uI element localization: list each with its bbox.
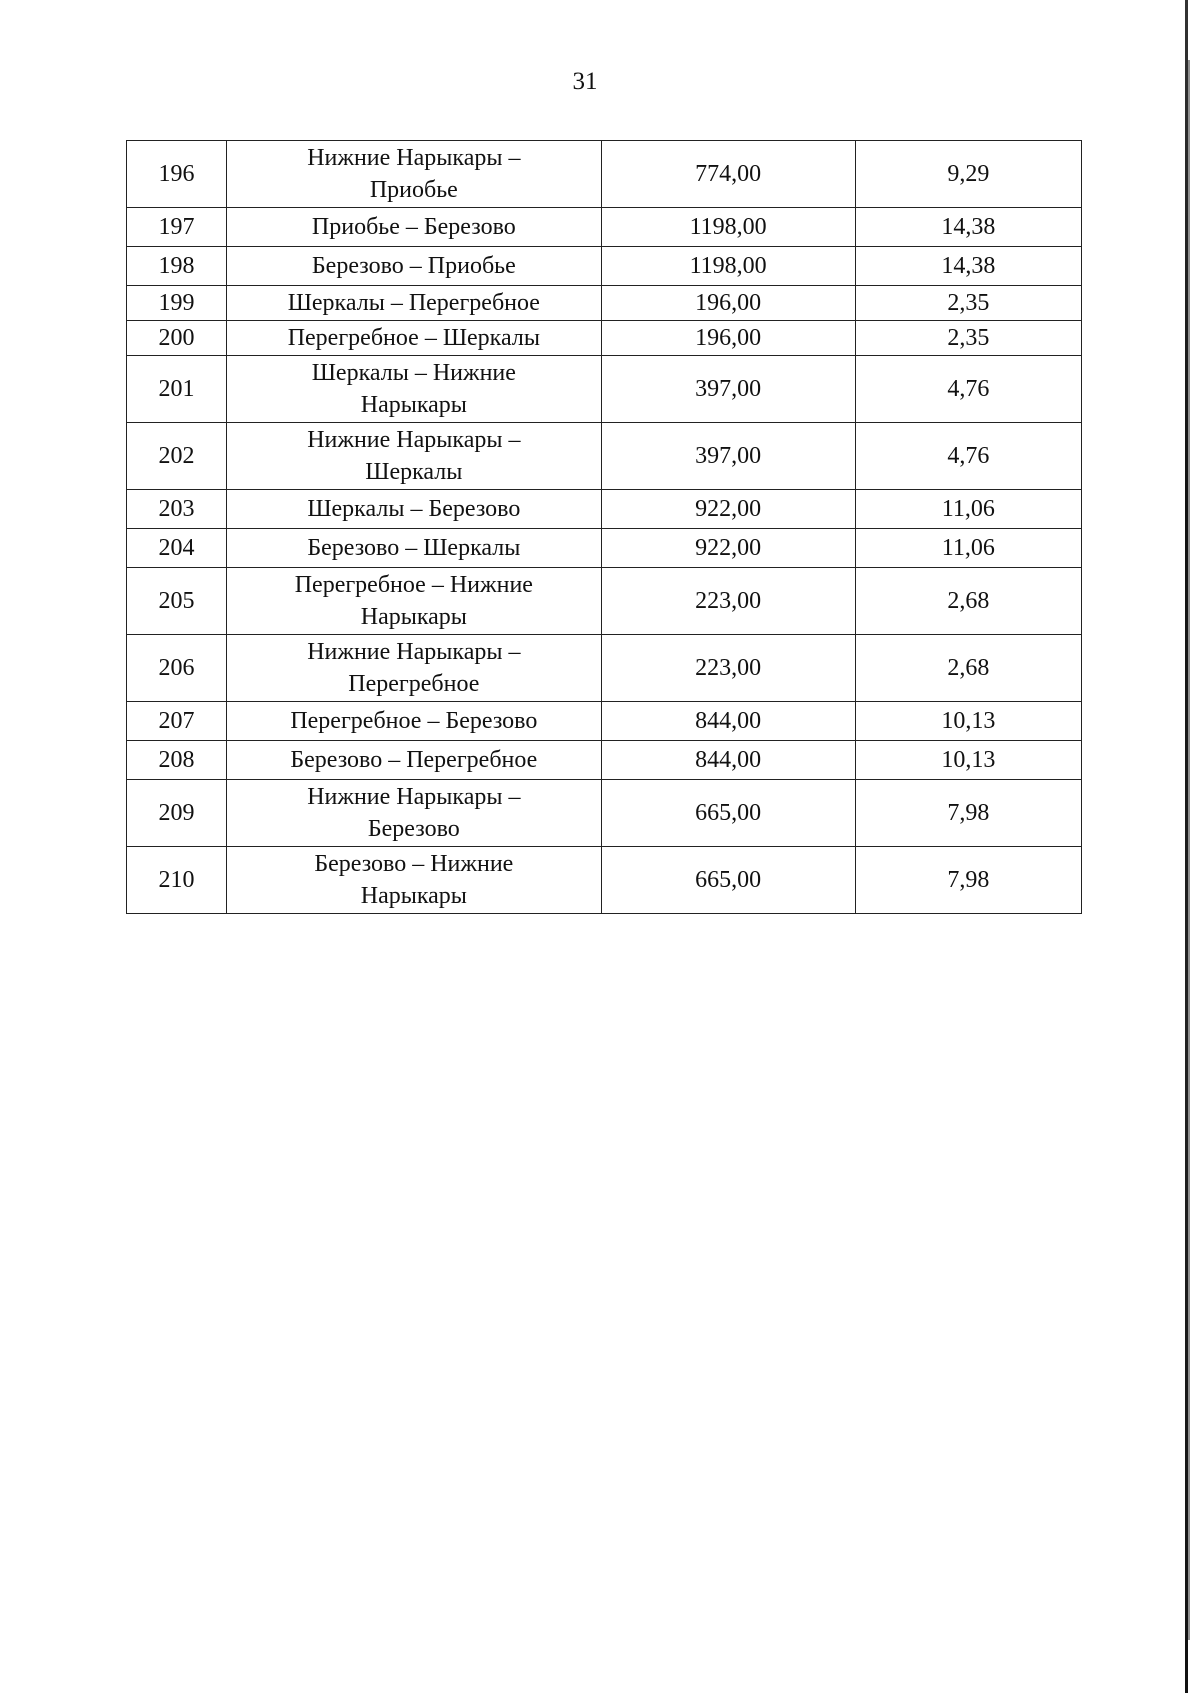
price-cell: 2,68 bbox=[855, 635, 1081, 702]
table-row bbox=[127, 529, 1082, 568]
route-cell bbox=[227, 247, 602, 286]
table-row bbox=[127, 702, 1082, 741]
distance-cell: 223,00 bbox=[601, 568, 855, 635]
table-row bbox=[127, 321, 1082, 356]
table-row bbox=[127, 423, 1082, 490]
route-line-1: Перегребное – Березово bbox=[290, 708, 538, 734]
route-line-2: Приобье bbox=[369, 177, 458, 203]
table-row bbox=[127, 356, 1082, 423]
row-number-cell: 200 bbox=[127, 321, 227, 356]
table-row bbox=[127, 847, 1082, 914]
route-line-2: Нарыкары bbox=[360, 883, 467, 909]
price-cell: 7,98 bbox=[855, 847, 1081, 914]
fare-table bbox=[126, 140, 1082, 914]
row-number-cell: 209 bbox=[127, 780, 227, 847]
route-line-2: Березово bbox=[367, 816, 460, 842]
route-line-1: Березово – Перегребное bbox=[290, 747, 538, 773]
table-row bbox=[127, 490, 1082, 529]
distance-cell: 397,00 bbox=[601, 423, 855, 490]
route-line-1: Березово – Нижние bbox=[314, 851, 514, 877]
page-number: 31 bbox=[572, 68, 598, 95]
route-line-1: Березово – Приобье bbox=[311, 253, 516, 279]
row-number-cell: 196 bbox=[127, 141, 227, 208]
route-cell bbox=[227, 702, 602, 741]
price-cell: 7,98 bbox=[855, 780, 1081, 847]
route-line-1: Нижние Нарыкары – bbox=[307, 427, 521, 453]
route-cell bbox=[227, 356, 602, 423]
price-cell: 11,06 bbox=[855, 490, 1081, 529]
route-cell bbox=[227, 635, 602, 702]
route-line-2: Шеркалы bbox=[365, 459, 463, 485]
row-number-cell: 206 bbox=[127, 635, 227, 702]
row-number-cell: 204 bbox=[127, 529, 227, 568]
row-number-cell: 203 bbox=[127, 490, 227, 529]
row-number-cell: 197 bbox=[127, 208, 227, 247]
route-cell bbox=[227, 780, 602, 847]
route-cell bbox=[227, 741, 602, 780]
fare-table-body bbox=[127, 141, 1082, 914]
route-line-1: Перегребное – Шеркалы bbox=[287, 325, 540, 351]
price-cell: 4,76 bbox=[855, 356, 1081, 423]
distance-cell: 397,00 bbox=[601, 356, 855, 423]
price-cell: 2,35 bbox=[855, 321, 1081, 356]
table-row bbox=[127, 568, 1082, 635]
scan-edge-shadow-secondary bbox=[1188, 60, 1190, 1640]
route-line-1: Нижние Нарыкары – bbox=[307, 784, 521, 810]
table-row bbox=[127, 208, 1082, 247]
price-cell: 11,06 bbox=[855, 529, 1081, 568]
price-cell: 10,13 bbox=[855, 741, 1081, 780]
distance-cell: 196,00 bbox=[601, 286, 855, 321]
price-cell: 9,29 bbox=[855, 141, 1081, 208]
route-cell bbox=[227, 208, 602, 247]
row-number-cell: 199 bbox=[127, 286, 227, 321]
distance-cell: 223,00 bbox=[601, 635, 855, 702]
distance-cell: 844,00 bbox=[601, 741, 855, 780]
row-number-cell: 202 bbox=[127, 423, 227, 490]
row-number-cell: 210 bbox=[127, 847, 227, 914]
price-cell: 4,76 bbox=[855, 423, 1081, 490]
distance-cell: 1198,00 bbox=[601, 247, 855, 286]
route-line-1: Шеркалы – Нижние bbox=[311, 360, 516, 386]
table-row bbox=[127, 247, 1082, 286]
route-line-2: Нарыкары bbox=[360, 392, 467, 418]
price-cell: 2,68 bbox=[855, 568, 1081, 635]
distance-cell: 196,00 bbox=[601, 321, 855, 356]
route-line-1: Березово – Шеркалы bbox=[307, 535, 521, 561]
table-row bbox=[127, 741, 1082, 780]
route-line-1: Приобье – Березово bbox=[311, 214, 516, 240]
price-cell: 14,38 bbox=[855, 208, 1081, 247]
row-number-cell: 208 bbox=[127, 741, 227, 780]
table-row bbox=[127, 635, 1082, 702]
route-cell bbox=[227, 847, 602, 914]
table-row bbox=[127, 286, 1082, 321]
route-cell bbox=[227, 568, 602, 635]
route-cell bbox=[227, 423, 602, 490]
price-cell: 10,13 bbox=[855, 702, 1081, 741]
distance-cell: 665,00 bbox=[601, 847, 855, 914]
route-line-1: Нижние Нарыкары – bbox=[307, 145, 521, 171]
route-line-1: Нижние Нарыкары – bbox=[307, 639, 521, 665]
row-number-cell: 207 bbox=[127, 702, 227, 741]
row-number-cell: 201 bbox=[127, 356, 227, 423]
route-cell bbox=[227, 286, 602, 321]
route-cell bbox=[227, 490, 602, 529]
distance-cell: 844,00 bbox=[601, 702, 855, 741]
route-cell bbox=[227, 321, 602, 356]
distance-cell: 922,00 bbox=[601, 490, 855, 529]
table-row bbox=[127, 780, 1082, 847]
distance-cell: 922,00 bbox=[601, 529, 855, 568]
route-line-1: Перегребное – Нижние bbox=[294, 572, 533, 598]
distance-cell: 1198,00 bbox=[601, 208, 855, 247]
price-cell: 14,38 bbox=[855, 247, 1081, 286]
route-cell bbox=[227, 141, 602, 208]
distance-cell: 774,00 bbox=[601, 141, 855, 208]
route-cell bbox=[227, 529, 602, 568]
route-line-2: Перегребное bbox=[348, 671, 480, 697]
table-row bbox=[127, 141, 1082, 208]
price-cell: 2,35 bbox=[855, 286, 1081, 321]
row-number-cell: 198 bbox=[127, 247, 227, 286]
route-line-1: Шеркалы – Березово bbox=[307, 496, 521, 522]
distance-cell: 665,00 bbox=[601, 780, 855, 847]
row-number-cell: 205 bbox=[127, 568, 227, 635]
route-line-1: Шеркалы – Перегребное bbox=[287, 290, 540, 316]
route-line-2: Нарыкары bbox=[360, 604, 467, 630]
